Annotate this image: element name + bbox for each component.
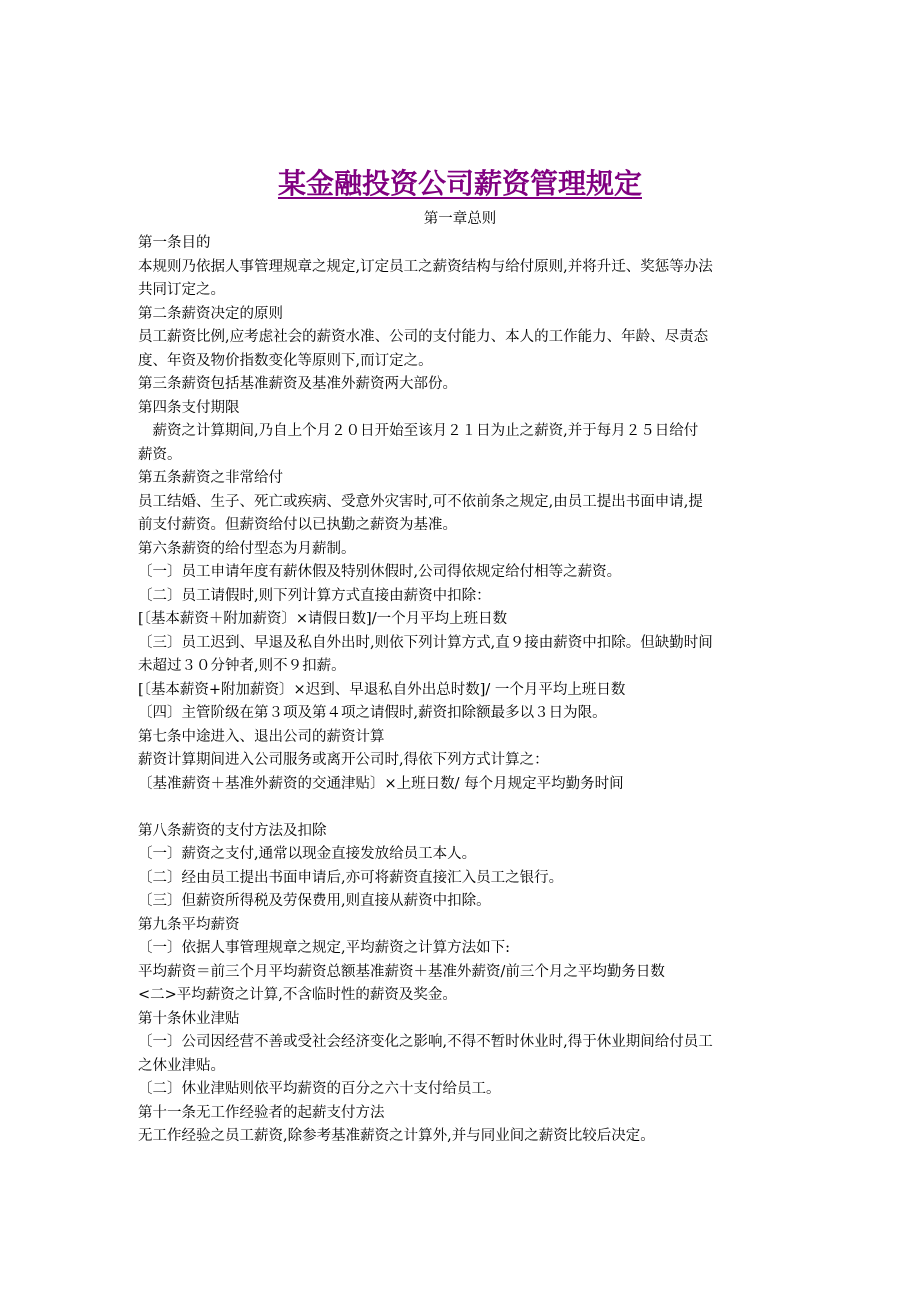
paragraph-line: 〔一〕公司因经营不善或受社会经济变化之影响,不得不暂时休业时,得于休业期间给付员工 bbox=[138, 1034, 713, 1050]
chapter-heading: 第一章总则 bbox=[423, 211, 497, 227]
article-heading: 第七条中途进入、退出公司的薪资计算 bbox=[138, 728, 385, 745]
article-heading: 第十条休业津贴 bbox=[138, 1010, 240, 1027]
article-heading: 第九条平均薪资 bbox=[138, 916, 240, 933]
paragraph-line: 薪资之计算期间,乃自上个月２０日开始至该月２１日为止之薪资,并于每月２５日给付 bbox=[138, 423, 699, 439]
paragraph-line: 本规则乃依据人事管理规章之规定,订定员工之薪资结构与给付原则,并将升迁、奖惩等办法 bbox=[138, 258, 713, 275]
article-heading: 第二条薪资决定的原则 bbox=[138, 305, 283, 322]
paragraph-line: 薪资计算期间进入公司服务或离开公司时,得依下列方式计算之： bbox=[138, 752, 549, 768]
paragraph-line: 度、年资及物价指数变化等原则下,而订定之。 bbox=[138, 352, 433, 369]
article-heading: 第六条薪资的给付型态为月薪制。 bbox=[138, 540, 356, 557]
paragraph-line: [〔基本薪资+附加薪资〕×迟到、早退私自外出总时数]/ 一个月平均上班日数 bbox=[138, 681, 626, 698]
paragraph-line: 平均薪资＝前三个月平均薪资总额基准薪资＋基准外薪资/前三个月之平均勤务日数 bbox=[138, 963, 665, 980]
paragraph-line: 〔四〕主管阶级在第３项及第４项之请假时,薪资扣除额最多以３日为限。 bbox=[138, 705, 607, 721]
paragraph-line: 薪资。 bbox=[138, 446, 182, 463]
paragraph-line: 前支付薪资。但薪资给付以已执勤之薪资为基准。 bbox=[138, 517, 457, 533]
paragraph-line: 〔三〕员工迟到、早退及私自外出时,则依下列计算方式,直９接由薪资中扣除。但缺勤时间 bbox=[138, 634, 713, 651]
paragraph-line: 〔一〕薪资之支付,通常以现金直接发放给员工本人。 bbox=[138, 846, 477, 862]
article-heading: 第八条薪资的支付方法及扣除 bbox=[138, 822, 327, 839]
paragraph-line: 〔一〕依据人事管理规章之规定,平均薪资之计算方法如下: bbox=[138, 940, 510, 956]
article-heading: 第一条目的 bbox=[138, 235, 211, 251]
paragraph-line: 共同订定之。 bbox=[138, 282, 225, 298]
paragraph-line bbox=[138, 796, 788, 820]
paragraph-line: 〔一〕员工申请年度有薪休假及特别休假时,公司得依规定给付相等之薪资。 bbox=[138, 564, 622, 580]
paragraph-line: 未超过３０分钟者,则不９扣薪。 bbox=[138, 658, 346, 674]
paragraph-line: 员工薪资比例,应考虑社会的薪资水准、公司的支付能力、本人的工作能力、年龄、尽责态 bbox=[138, 329, 709, 345]
paragraph-line: 员工结婚、生子、死亡或疾病、受意外灾害时,可不依前条之规定,由员工提出书面申请,提 bbox=[138, 493, 703, 510]
paragraph-line: 〔基准薪资＋基准外薪资的交通津贴〕×上班日数/ 每个月规定平均勤务时间 bbox=[138, 775, 624, 792]
paragraph-line: 无工作经验之员工薪资,除参考基准薪资之计算外,并与同业间之薪资比较后决定。 bbox=[138, 1128, 655, 1144]
paragraph-line: 〔二〕经由员工提出书面申请后,亦可将薪资直接汇入员工之银行。 bbox=[138, 869, 564, 886]
article-heading: 第三条薪资包括基准薪资及基准外薪资两大部份。 bbox=[138, 376, 457, 392]
document-title: 某金融投资公司薪资管理规定 bbox=[277, 167, 642, 200]
article-heading: 第五条薪资之非常给付 bbox=[138, 470, 283, 486]
paragraph-line: 〔三〕但薪资所得税及劳保费用,则直接从薪资中扣除。 bbox=[138, 893, 491, 909]
paragraph-line: 〔二〕休业津贴则依平均薪资的百分之六十支付给员工。 bbox=[138, 1081, 501, 1097]
article-heading: 第十一条无工作经验者的起薪支付方法 bbox=[138, 1104, 385, 1121]
paragraph-line: [〔基本薪资＋附加薪资〕×请假日数]/一个月平均上班日数 bbox=[138, 611, 508, 627]
article-heading: 第四条支付期限 bbox=[138, 399, 240, 416]
paragraph-line: <二>平均薪资之计算,不含临时性的薪资及奖金。 bbox=[138, 987, 457, 1003]
document-body bbox=[138, 232, 788, 1149]
paragraph-line: 〔二〕员工请假时,则下列计算方式直接由薪资中扣除： bbox=[138, 587, 491, 604]
paragraph-line: 之休业津贴。 bbox=[138, 1057, 225, 1074]
